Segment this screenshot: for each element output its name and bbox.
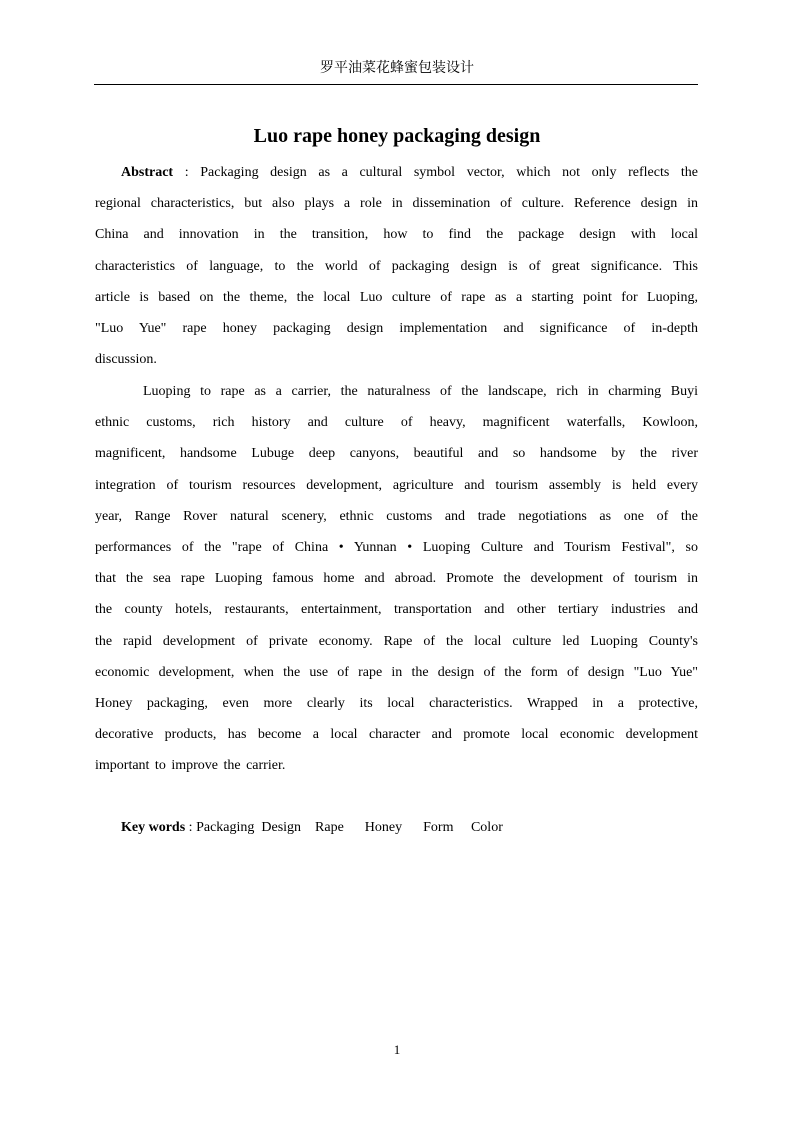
abstract-line: characteristics of language, to the world of packaging design is of great significance. This — [95, 258, 698, 274]
abstract-line: "Luo Yue" rape honey packaging design implementation and significance of in-depth — [95, 320, 698, 336]
abstract-line: article is based on the theme, the local Luo culture of rape as a starting point for Luoping, — [95, 289, 698, 305]
paragraph-line: the rapid development of private economy. Rape of the local culture led Luoping County's — [95, 633, 698, 649]
running-header: 罗平油菜花蜂蜜包装设计 — [320, 60, 474, 76]
abstract-line: regional characteristics, but also plays a role in dissemination of culture. Reference design in — [95, 196, 698, 212]
abstract-line-text: Packaging design as a cultural symbol vector, which not only reflects the — [200, 165, 698, 180]
paragraph-line: integration of tourism resources development, agriculture and tourism assembly is held every — [95, 477, 698, 493]
abstract-paragraph — [95, 157, 698, 375]
paragraph-line: performances of the "rape of China • Yunnan • Luoping Culture and Tourism Festival", so — [95, 539, 698, 555]
paragraph-line: magnificent, handsome Lubuge deep canyons, beautiful and so handsome by the river — [95, 446, 698, 462]
paragraph-line: Honey packaging, even more clearly its local characteristics. Wrapped in a protective, — [95, 695, 698, 711]
header-rule — [94, 84, 698, 85]
body-paragraph — [95, 376, 698, 781]
abstract-line — [95, 157, 698, 188]
page-number: 1 — [393, 1042, 401, 1057]
paragraph-line: important to improve the carrier. — [95, 758, 286, 774]
paragraph-line: that the sea rape Luoping famous home and abroad. Promote the development of tourism in — [95, 571, 698, 587]
document-title: Luo rape honey packaging design — [253, 125, 541, 147]
paragraph-line: Luoping to rape as a carrier, the naturalness of the landscape, rich in charming Buyi — [143, 384, 698, 399]
paragraph-line: economic development, when the use of rape in the design of the form of design "Luo Yue" — [95, 664, 698, 680]
paragraph-line: the county hotels, restaurants, entertainment, transportation and other tertiary industries and — [95, 602, 698, 618]
keywords-text: Packaging Design Rape Honey Form Color — [196, 820, 503, 835]
paragraph-line: year, Range Rover natural scenery, ethnic customs and trade negotiations as one of the — [95, 508, 698, 524]
keywords-line — [121, 812, 503, 843]
abstract-line: China and innovation in the transition, how to find the package design with local — [95, 227, 698, 243]
paragraph-line: ethnic customs, rich history and culture of heavy, magnificent waterfalls, Kowloon, — [95, 415, 698, 431]
abstract-line: discussion. — [95, 352, 157, 368]
keywords-separator: : — [185, 820, 197, 835]
keywords-label: Key words — [121, 820, 186, 835]
paragraph-line: decorative products, has become a local character and promote local economic development — [95, 727, 698, 743]
abstract-separator: : — [173, 165, 201, 180]
abstract-label: Abstract — [121, 165, 174, 180]
